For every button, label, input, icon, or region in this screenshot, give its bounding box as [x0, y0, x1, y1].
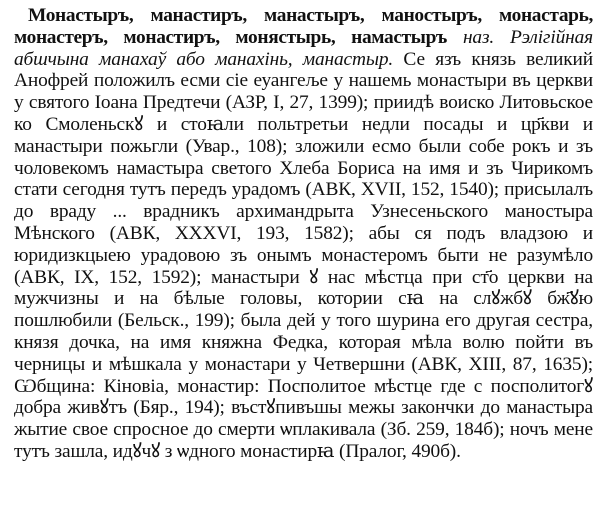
entry-gloss: Рэлігійная абшчына манахаў або манахінь, манастыр. — [14, 26, 594, 70]
entry-headword: Монастыръ, манастиръ, манастыръ, маностыръ, монастарь, монастеръ, монастиръ, монястырь, намастыръ — [14, 5, 593, 48]
dictionary-entry — [14, 5, 593, 463]
entry-citations: Се язъ князь великий Анофрей положилъ есми сіе еуангеље у нашемь монастыри въ церкви у святого Іоана Предтечи (АЗР, I, 27, 1399); приидѣ воиско Литовьское ко Смоленьскꙋ и стоꙗли польтретьи недли посады и цр҃кви и манастыри пожьгли (Увар., 108); зложили есмо были собе рокъ и зъ чоловекомъ намастыра светого Хлеба Бориса на имя и зъ Чирикомъ стати сегодня тутъ передъ урадомъ (АВК, XVII, 152, 1540); присылалъ до враду ... врадникъ архимандрыта Узнесеньского маностыра Мѣнского (АВК, XXXVI, 193, 1582); абы ся подъ владзою и юридизкцыею урадовою зъ онымъ монастеромъ быти не разумѣло (АВК, IX, 152, 1592); манастыри ꙋ нас мѣстца при ст҃о церкви на мужчизны и на бѣлые головы, котории сꙗ на слꙋжбꙋ бж҃ꙋю пошлюбили (Бельск., 199); была дей у того шурина его другая сестра, князя дочка, на имя княжна Федка, которая мѣла волю пойти въ черницы и мѣшкала у монастари у Четвершни (АВК, XIII, 87, 1635); Ѡбщина: Кіновіа, монастир: Посполитое мѣстце где с посполитогꙋ добра живꙋтъ (Бяр., 194); въстꙋпивъшы межы закончки до манастыра жытие свое спросное до смерти ѡплакивала (Зб. 259, 184б); ночъ мене тутъ зашла, идꙋчꙋ з ѡдного монастирꙗ (Пралог, 490б). — [14, 48, 593, 462]
part-of-speech: наз. — [462, 26, 495, 48]
